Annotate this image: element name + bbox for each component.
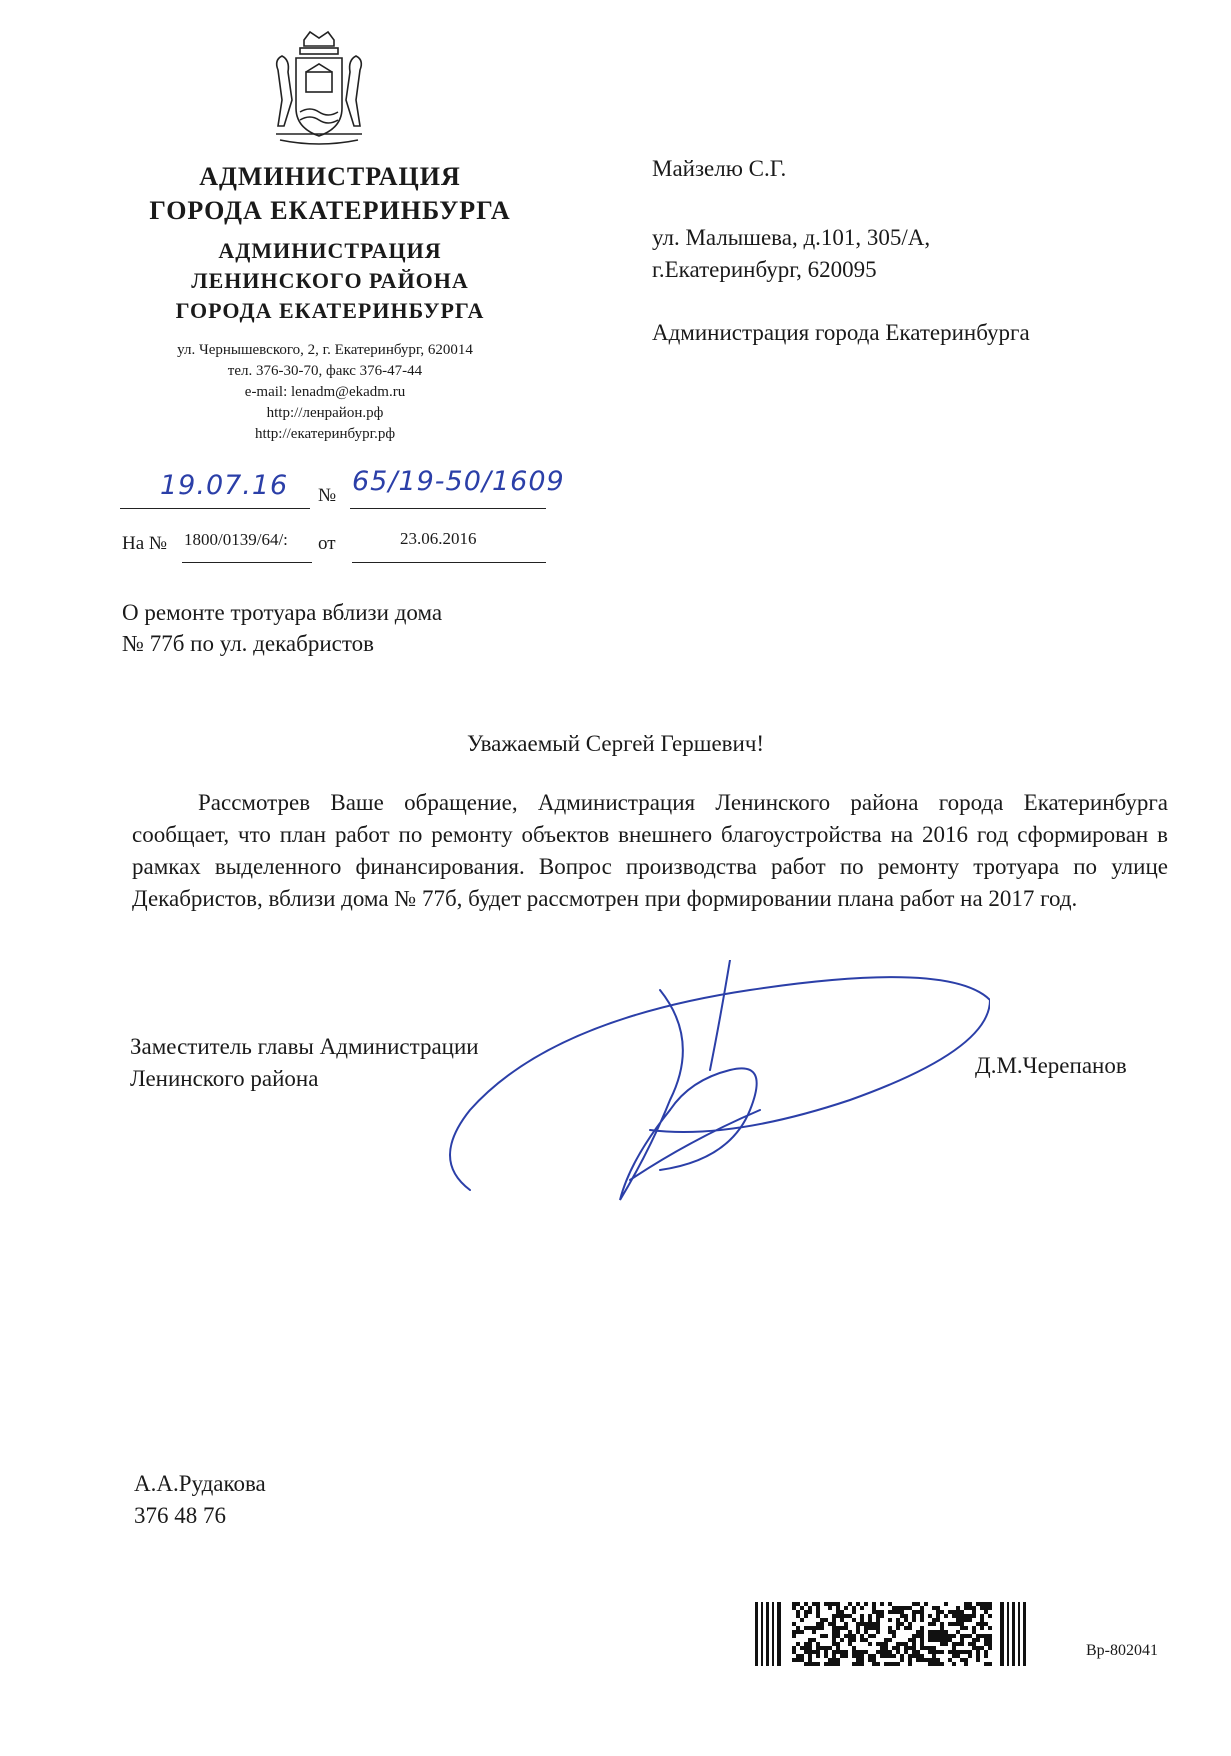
signatory-position [130,1031,479,1095]
outgoing-number-line [350,508,546,509]
org-title [110,160,550,228]
district-title-line3: ГОРОДА ЕКАТЕРИНБУРГА [175,298,485,323]
outgoing-number: 65/19-50/1609 [352,466,565,497]
org-title-line1: АДМИНИСТРАЦИЯ [199,162,461,191]
contact-website-1: http://ленрайон.рф [266,405,384,421]
contact-website-2: http://екатеринбург.рф [254,426,396,442]
outgoing-number-label: № [318,485,337,506]
coat-of-arms-logo [270,30,368,148]
recipient-organization: Администрация города Екатеринбурга [652,320,1030,345]
letter-body: Рассмотрев Ваше обращение, Администрация Ленинского района города Екатеринбурга сообщает, что план работ по ремонту объектов внешнего благоустройства на 2016 год сформирован в рамках выделенного финансирования. Вопрос производства работ по ремонту тротуара по улице Декабристов, вблизи дома № 77б, будет рассмотрен при формировании плана работ на 2017 год. [132,790,1168,911]
outgoing-date: 19.07.16 [160,470,289,501]
contact-email: e-mail: lenadm@ekadm.ru [244,384,406,400]
contact-block [120,340,530,445]
reference-number: 1800/0139/64/: [184,530,288,549]
signatory-name: Д.М.Черепанов [975,1053,1127,1078]
outgoing-date-line [120,508,310,509]
reference-date: 23.06.2016 [400,529,477,548]
executor-name: А.А.Рудакова [134,1471,266,1496]
district-title [110,236,550,326]
executor-phone: 376 48 76 [134,1503,226,1528]
subject-line1: О ремонте тротуара вблизи дома [122,600,443,625]
barcode [755,1602,1075,1666]
subject-line2: № 77б по ул. декабристов [122,631,374,656]
handwritten-signature [430,960,990,1220]
contact-phone: тел. 376-30-70, факс 376-47-44 [227,363,423,379]
barcode-id: Вр-802041 [1086,1642,1158,1659]
greeting: Уважаемый Сергей Гершевич! [466,731,765,756]
org-title-line2: ГОРОДА ЕКАТЕРИНБУРГА [149,196,511,225]
contact-address: ул. Чернышевского, 2, г. Екатеринбург, 620014 [177,342,473,358]
reference-from-label: от [318,533,336,554]
recipient-address-line2: г.Екатеринбург, 620095 [652,257,877,282]
signatory-position-line1: Заместитель главы Администрации [130,1034,479,1059]
executor-block [134,1468,266,1532]
reference-label: На № [122,533,168,554]
district-title-line1: АДМИНИСТРАЦИЯ [218,238,442,263]
district-title-line2: ЛЕНИНСКОГО РАЙОНА [191,268,469,293]
recipient-address-line1: ул. Малышева, д.101, 305/А, [652,225,931,250]
reference-number-line [182,562,312,563]
signatory-position-line2: Ленинского района [130,1066,319,1091]
recipient-name: Майзелю С.Г. [652,156,787,181]
subject [122,597,562,659]
reference-date-line [352,562,546,563]
